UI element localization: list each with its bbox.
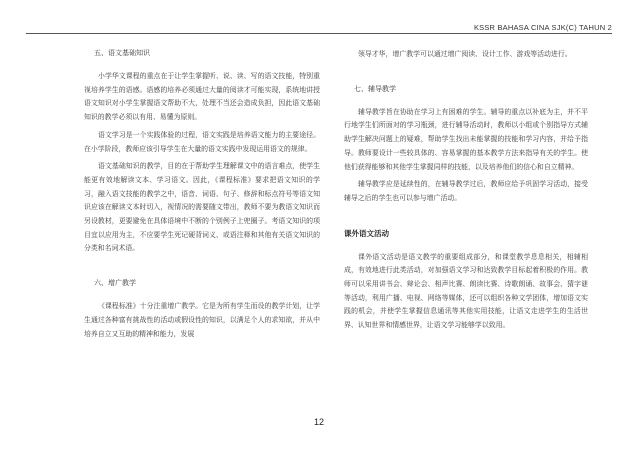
right-column bbox=[344, 48, 588, 337]
extracurricular-paragraph: 课外语文活动是语文教学的重要组成部分，和课堂教学息息相关，相辅相成，有效地进行此类活动，对加强语文学习和达致教学目标起着积极的作用。教师可以采用讲书会、辩论会、相声比赛、朗读比赛、诗歌朗诵、故事会、猜字谜等活动，利用广播、电视、网络等媒体，还可以组织各种文学团体，增加语文实践的机会，并使学生掌握信息通讯等其他实用技能，让语文走进学生的生活世界、认知世界和情感世界，让语文学习能够学以致用。 bbox=[344, 252, 588, 330]
section6-heading: 六、增广教学 bbox=[94, 279, 136, 288]
left-column bbox=[84, 48, 320, 345]
section7-paragraph-1: 辅导教学旨在协助在学习上有困难的学生。辅导的重点以补底为主，并不平行地学生们所面对的学习瓶颈，进行辅导活动时，教师以小组或个别指导方式辅助学生解决问题上的疑难，帮助学生找出未能掌握的技能和学习内容，并给予指导。教师要设计一些较具体的、容易掌握的基本教学方法来指导有关的学生。使他们获得能够和其他学生掌握同样的技能，以及培养他们的信心和自立精神。 bbox=[344, 107, 588, 171]
section5-paragraph-2: 语文学习是一个实践体验的过程，语文实践是培养语文能力的主要途径。在小学阶段，教师应该引导学生在大量的语文实践中发现运用语文的规律。 bbox=[84, 130, 320, 153]
spacer bbox=[344, 210, 588, 228]
section6-continuation: 领导才华，增广教学可以通过增广阅读、设计工作、游戏等活动进行。 bbox=[358, 50, 572, 58]
header-title: KSSR BAHASA CINA SJK(C) TAHUN 2 bbox=[473, 23, 612, 32]
header-rule bbox=[26, 33, 612, 34]
page-header bbox=[0, 0, 638, 30]
section7-heading: 七、辅导教学 bbox=[354, 84, 396, 93]
spacer bbox=[84, 260, 320, 278]
spacer bbox=[344, 66, 588, 84]
section5-paragraph-3: 语文基础知识的教学，目的在于帮助学生理解课文中的语言难点，使学生能更有效地解读文本、学习语文。因此，《课程标准》要求把语文知识的学习，融入语文技能的教学之中，语音、词语、句子、修辞和标点符号等语文知识应该在解读文本时切入，视情况的需要随文带出，教师不要为教语文知识而另设教材，更要避免在具体语境中不断的个别例子上兜圈子。考语文知识的项目宜以应用为主，不应要学生死记硬背词义、或语注释和其他有关语文知识的分类和名词术语。 bbox=[84, 162, 320, 253]
page-number: 12 bbox=[313, 417, 324, 427]
section5-paragraph-1: 小学华文课程的重点在于让学生掌握听、说、读、写的语文技能，特别重视培养学生的语感。语感的培养必须通过大量的阅读才可能实现，系统地讲授语文知识对小学生掌握语文帮助不大，处理不当还会造成负担，因此语文基础知识的教学必须以有用、易懂为原则。 bbox=[84, 72, 320, 122]
extracurricular-heading: 课外语文活动 bbox=[344, 228, 389, 238]
section6-paragraph-1: 《课程标准》十分注重增广教学。它是为所有学生而设的教学计划，让学生通过各种富有挑战性的活动或假设性的知识，以满足个人的求知欲，并从中培养自立又互助的精神和能力，发展 bbox=[84, 302, 320, 338]
section5-heading: 五、语文基础知识 bbox=[94, 49, 150, 57]
section7-paragraph-2: 辅导教学应是延续性的，在辅导教学过后，教师应给予巩固学习活动，接受辅导之后的学生也可以参与增广活动。 bbox=[344, 180, 588, 202]
